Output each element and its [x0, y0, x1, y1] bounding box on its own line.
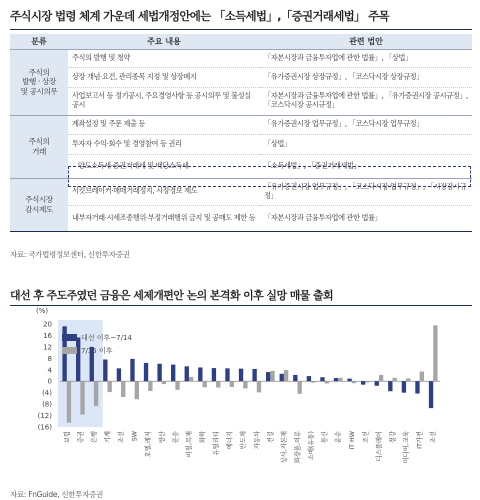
- row-laws: 「자본시장과 금융투자업에 관한 법률」, 「유가증권시장 공시규정」, 「코스닥시장 공시규정」: [260, 87, 472, 115]
- bar-series-1: [225, 368, 229, 381]
- y-tick-label: 0: [47, 377, 52, 386]
- y-tick-label: (16): [37, 423, 52, 432]
- section2-title: 대선 후 주도주였던 금융은 세제개편안 논의 본격화 이후 실망 매물 출회: [10, 289, 334, 302]
- x-category-label: 방산: [158, 431, 166, 444]
- bar-series-1: [388, 381, 392, 391]
- header-category: 분류: [10, 34, 68, 49]
- bar-series-2: [311, 381, 315, 382]
- x-category-label: 조선: [430, 431, 438, 444]
- bar-series-1: [361, 381, 365, 384]
- bar-series-1: [266, 372, 270, 381]
- bar-series-1: [347, 379, 351, 382]
- section1-title: 주식시장 법령 체계 가운데 세법개정안에는 「소득세법」,「증권거래세법」 주목: [10, 9, 389, 23]
- bar-series-2: [80, 381, 84, 414]
- y-tick-label: (8): [42, 400, 52, 409]
- x-category-label: 화장품,의류: [294, 431, 302, 464]
- bar-series-1: [402, 381, 406, 392]
- row-laws: 「상법」: [260, 134, 472, 154]
- bar-series-2: [148, 381, 152, 391]
- bar-series-1: [157, 364, 161, 381]
- row-content: 주식의 발행 및 청약: [68, 49, 260, 67]
- x-category-label: 디스플레이: [375, 431, 383, 462]
- category-surveillance: 주식시장 감시제도: [10, 178, 68, 231]
- bar-series-2: [175, 381, 179, 390]
- x-category-label: 소매(유통): [308, 431, 316, 461]
- x-category-label: 은행: [90, 431, 98, 444]
- chart-legend: [62, 331, 132, 357]
- row-content: 내부자거래·시세조종행위·부정거래행위 금지 및 공매도 제한 등: [68, 205, 260, 231]
- bar-series-2: [420, 371, 424, 381]
- row-laws: 「소득세법」, 「증권거래세법」: [260, 154, 472, 178]
- x-category-label: 건설: [267, 431, 275, 444]
- x-category-label: 조선: [362, 431, 370, 444]
- bar-series-2: [379, 375, 383, 381]
- legend-item-series-2: [62, 344, 132, 357]
- bar-series-2: [338, 378, 342, 381]
- x-category-label: 에너지: [226, 431, 234, 450]
- category-trading: 주식의 거래: [10, 115, 68, 178]
- row-content: 양도소득세·증권거래세 및 배당소득세: [68, 154, 260, 178]
- section1-source: 자료: 국가법령정보센터, 신한투자증권: [10, 250, 130, 259]
- bar-series-1: [130, 359, 134, 381]
- bar-series-1: [239, 369, 243, 382]
- bar-series-1: [198, 367, 202, 381]
- legend-label: 대선 이후~7/14: [81, 333, 132, 342]
- x-category-label: 화학: [199, 431, 207, 444]
- bar-series-2: [406, 378, 410, 381]
- row-content: 사업보고서 등 정기공시, 주요경영사항 등 공시의무 및 불성실공시: [68, 87, 260, 115]
- x-category-label: 운송: [335, 431, 343, 444]
- bar-series-1: [117, 368, 121, 381]
- row-content: 투자자 수익·회수 및 경영참여 등 권리: [68, 134, 260, 154]
- row-laws: 「유가증권시장 상장규정」, 「코스닥시장 상장규정」: [260, 67, 472, 87]
- y-tick-label: (4): [42, 389, 52, 398]
- legend-item-series-1: [62, 331, 132, 344]
- bar-series-2: [243, 381, 247, 388]
- bar-series-2: [108, 381, 112, 392]
- bar-series-1: [334, 378, 338, 381]
- x-category-label: IT HW: [348, 431, 356, 450]
- bar-series-2: [257, 381, 261, 392]
- y-tick-label: 20: [43, 320, 52, 329]
- bar-series-2: [284, 370, 288, 381]
- y-tick-label: (12): [37, 412, 52, 421]
- bar-series-2: [393, 378, 397, 381]
- row-content: 계좌설정 및 주문 제출 등: [68, 115, 260, 134]
- x-category-label: 통신: [321, 431, 329, 444]
- x-category-label: 반도체: [240, 431, 248, 450]
- bar-series-1: [320, 377, 324, 381]
- x-category-label: 상사,자본재: [280, 431, 288, 464]
- bar-series-1: [144, 363, 148, 381]
- x-category-label: SW: [131, 431, 139, 442]
- x-category-label: 조선: [118, 431, 126, 444]
- row-laws: 「자본시장과 금융투자업에 관한 법률」, 「상법」: [260, 49, 472, 67]
- bar-series-2: [203, 381, 207, 387]
- bar-series-1: [185, 366, 189, 381]
- row-laws: 「유가증권시장 업무규정」, 「코스닥시장 업무규정」, 「시장감시규정」: [260, 178, 472, 205]
- bar-series-1: [375, 381, 379, 386]
- row-laws: 「자본시장과 금융투자업에 관한 법률」: [260, 205, 472, 231]
- bar-series-1: [171, 365, 175, 382]
- bar-series-1: [307, 376, 311, 381]
- x-category-label: 미디어,교육: [403, 431, 411, 464]
- bar-series-2: [135, 381, 139, 399]
- x-category-label: 보험: [63, 431, 71, 444]
- x-category-label: 자동차: [253, 431, 261, 450]
- y-tick-label: 12: [43, 343, 52, 352]
- x-category-label: 증권: [77, 431, 85, 444]
- category-issuance: 주식의 발행 · 상장 및 공시의무: [10, 49, 68, 115]
- bar-series-2: [270, 371, 274, 381]
- x-category-label: 호텔,레저: [145, 431, 153, 458]
- legend-label: 7/15 이후: [81, 346, 113, 355]
- x-category-label: 철강: [389, 431, 397, 444]
- bar-series-2: [298, 381, 302, 394]
- row-laws: 「유가증권시장 업무규정」, 「코스닥시장 업무규정」: [260, 115, 472, 134]
- bar-series-2: [189, 377, 193, 381]
- x-category-label: IT가전: [416, 431, 424, 449]
- y-unit-label: (%): [36, 307, 49, 315]
- bar-series-1: [280, 374, 284, 381]
- header-content: 주요 내용: [68, 34, 260, 49]
- bar-series-1: [429, 381, 433, 408]
- row-content: 서킷브레이커·매매거래정지, 시장경보 제도: [68, 178, 260, 205]
- legend-swatch: [62, 347, 77, 354]
- y-tick-label: 16: [43, 331, 52, 340]
- bar-series-2: [216, 381, 220, 387]
- bar-series-2: [67, 381, 71, 422]
- bar-series-1: [293, 375, 297, 381]
- y-tick-label: 4: [47, 366, 52, 375]
- bar-series-2: [325, 381, 329, 383]
- bar-series-1: [212, 368, 216, 381]
- x-category-label: 유틸리티: [213, 431, 221, 456]
- bar-series-2: [230, 381, 234, 387]
- x-category-label: 기계: [104, 431, 112, 444]
- section2-source: 자료: FnGuide, 신한투자증권: [10, 490, 104, 499]
- bar-series-2: [365, 381, 369, 382]
- bar-series-2: [433, 325, 437, 381]
- legend-swatch: [62, 334, 77, 341]
- bar-series-2: [162, 381, 166, 384]
- header-laws: 관련 법안: [260, 34, 472, 49]
- bar-series-2: [121, 381, 125, 397]
- y-tick-label: 8: [47, 354, 52, 363]
- bar-series-1: [103, 359, 107, 381]
- bar-series-2: [352, 381, 356, 383]
- x-category-label: 운송: [172, 431, 180, 444]
- bar-series-1: [415, 381, 419, 393]
- row-content: 상장 개념·요건, 관리종목 지정 및 상장폐지: [68, 67, 260, 87]
- x-category-label: 비철,목재: [185, 431, 193, 458]
- bar-series-2: [94, 381, 98, 406]
- bar-series-1: [252, 369, 256, 381]
